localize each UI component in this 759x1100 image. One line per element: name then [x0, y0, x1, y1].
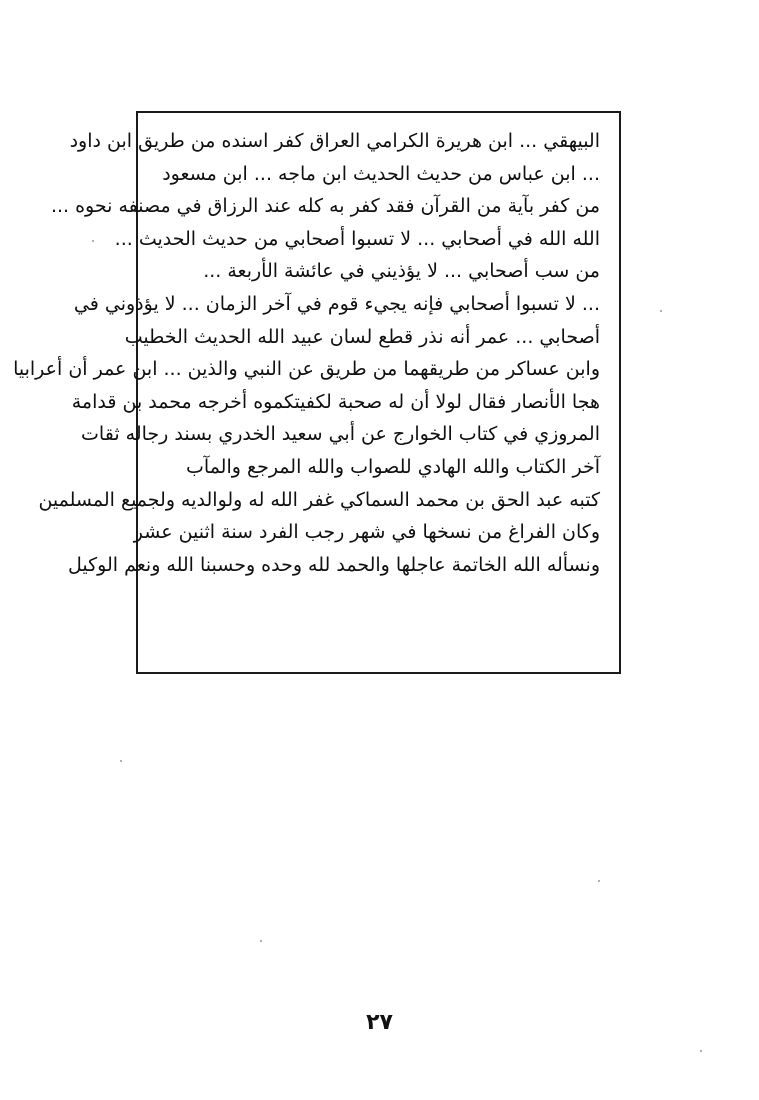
manuscript-line: أصحابي ... عمر أنه نذر قطع لسان عبيد الله الحديث الخطيب — [124, 325, 600, 348]
scan-speck — [660, 310, 662, 312]
manuscript-line: وابن عساكر من طريقهما من طريق عن النبي والذين ... ابن عمر أن أعرابيا — [13, 358, 600, 381]
scan-speck — [92, 240, 94, 242]
manuscript-line: من سب أصحابي ... لا يؤذيني في عائشة الأربعة ... — [203, 260, 600, 283]
manuscript-line: كتبه عبد الحق بن محمد السماكي غفر الله له ولوالديه ولجميع المسلمين — [38, 488, 600, 511]
manuscript-line: ونسأله الله الخاتمة عاجلها والحمد لله وحده وحسبنا الله ونعم الوكيل — [68, 553, 600, 576]
manuscript-line: المروزي في كتاب الخوارج عن أبي سعيد الخدري بسند رجاله ثقات — [81, 423, 600, 446]
manuscript-line: الله الله في أصحابي ... لا تسبوا أصحابي من حديث الحديث ... — [114, 227, 600, 250]
manuscript-line: هجا الأنصار فقال لولا أن له صحبة لكفيتكموه أخرجه محمد بن قدامة — [71, 390, 600, 413]
manuscript-text — [13, 125, 600, 581]
scan-speck — [598, 880, 600, 882]
scan-speck — [260, 940, 262, 942]
manuscript-line: ... لا تسبوا أصحابي فإنه يجيء قوم في آخر الزمان ... لا يؤذوني في — [73, 292, 600, 315]
manuscript-line: من كفر بآية من القرآن فقد كفر به كله عند الرزاق في مصنفه نحوه ... — [50, 195, 600, 218]
page-number: ٢٧ — [366, 1010, 393, 1035]
manuscript-line: ... ابن عباس من حديث الحديث ابن ماجه ... ابن مسعود — [162, 162, 600, 185]
scan-speck — [700, 1050, 702, 1052]
manuscript-line: وكان الفراغ من نسخها في شهر رجب الفرد سنة اثنين عشر — [133, 521, 600, 544]
scan-speck — [120, 760, 122, 762]
manuscript-line: البيهقي ... ابن هريرة الكرامي العراق كفر اسنده من طريق ابن داود — [69, 130, 600, 152]
manuscript-line: آخر الكتاب والله الهادي للصواب والله المرجع والمآب — [186, 455, 600, 478]
